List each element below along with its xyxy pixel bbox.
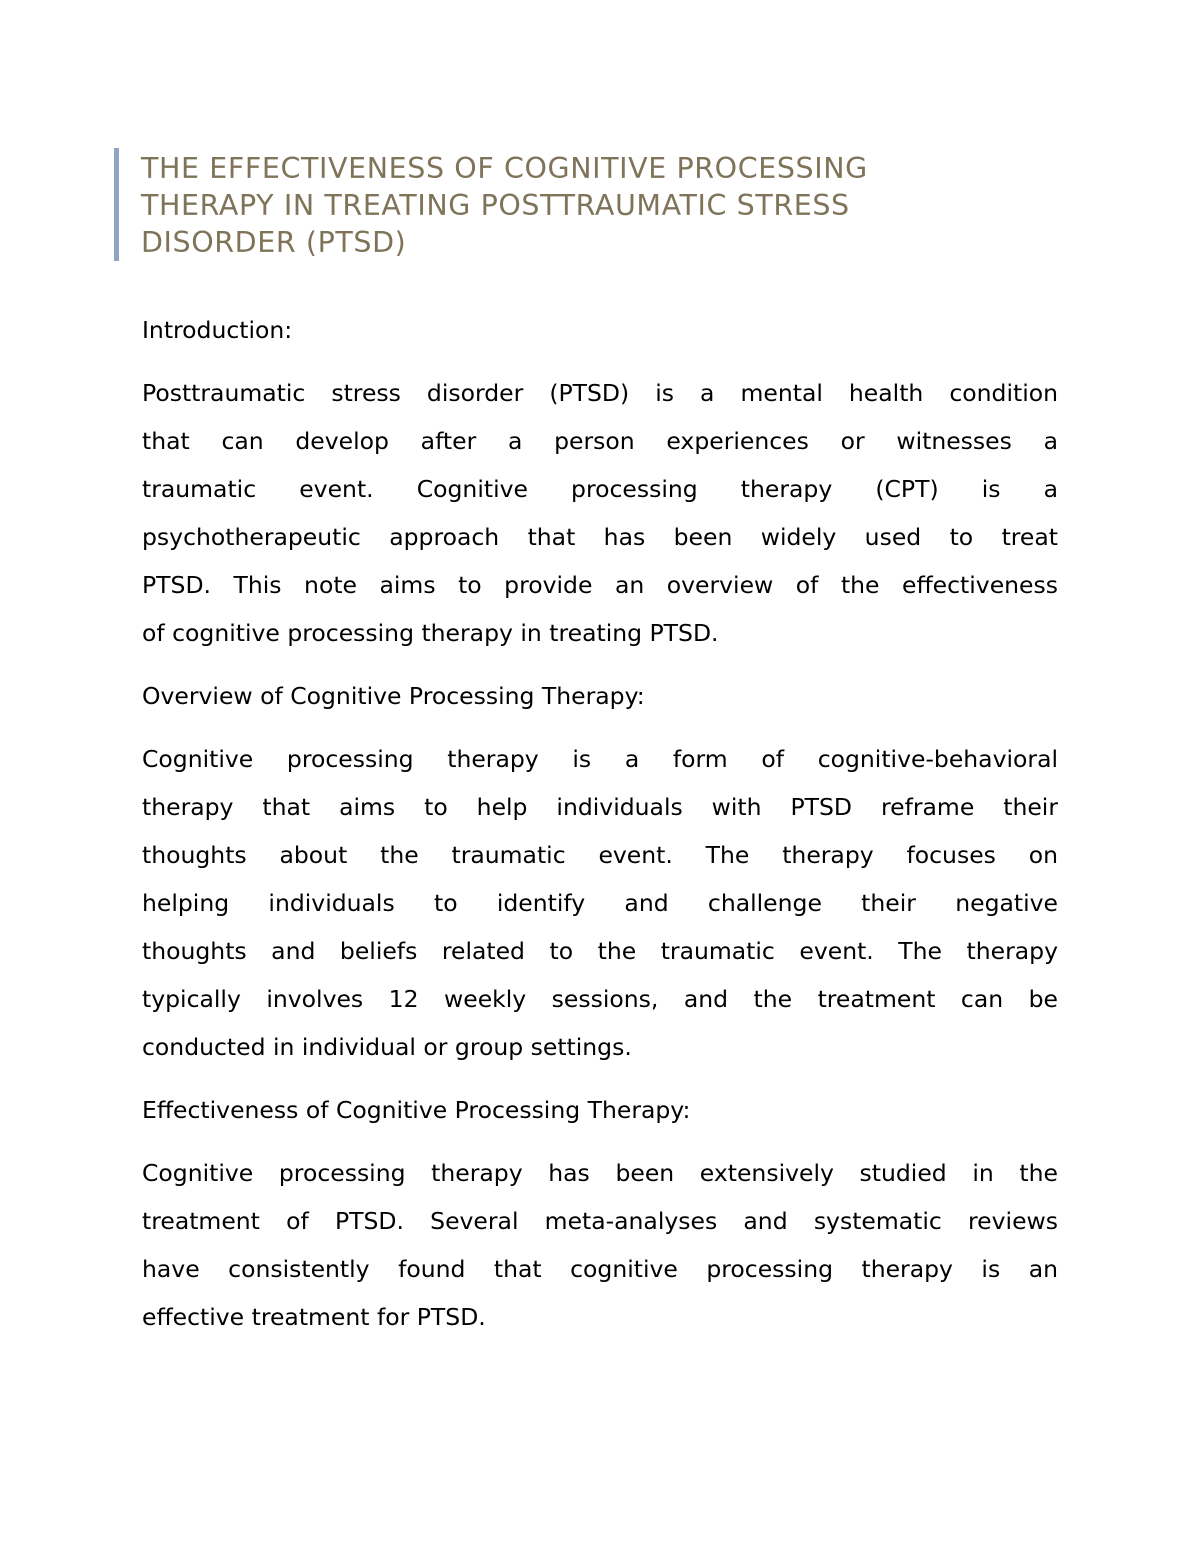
paragraph-line: that can develop after a person experiences or witnesses a <box>142 427 1058 455</box>
title-block <box>114 148 1001 261</box>
paragraph-line: thoughts and beliefs related to the traumatic event. The therapy <box>142 937 1058 965</box>
section-heading: Effectiveness of Cognitive Processing Therapy: <box>142 1096 691 1124</box>
section-paragraph <box>142 1149 1058 1341</box>
paragraph-line: psychotherapeutic approach that has been widely used to treat <box>142 523 1058 551</box>
paragraph-line: Cognitive processing therapy has been extensively studied in the <box>142 1159 1058 1187</box>
section-heading: Introduction: <box>142 316 293 344</box>
paragraph-line: traumatic event. Cognitive processing therapy (CPT) is a <box>142 475 1058 503</box>
paragraph-line: effective treatment for PTSD. <box>142 1303 486 1331</box>
section-paragraph <box>142 369 1058 657</box>
paragraph-line: conducted in individual or group settings. <box>142 1033 632 1061</box>
paragraph-line: treatment of PTSD. Several meta-analyses and systematic reviews <box>142 1207 1058 1235</box>
paragraph-line: typically involves 12 weekly sessions, and the treatment can be <box>142 985 1058 1013</box>
paragraph-line: have consistently found that cognitive processing therapy is an <box>142 1255 1058 1283</box>
paragraph-line: Cognitive processing therapy is a form of cognitive-behavioral <box>142 745 1058 773</box>
paragraph-line: of cognitive processing therapy in treating PTSD. <box>142 619 719 647</box>
title-line: THERAPY IN TREATING POSTTRAUMATIC STRESS <box>141 189 850 222</box>
paragraph-line: PTSD. This note aims to provide an overview of the effectiveness <box>142 571 1058 599</box>
paragraph-line: therapy that aims to help individuals with PTSD reframe their <box>142 793 1058 821</box>
title-line: DISORDER (PTSD) <box>141 226 407 259</box>
section-heading: Overview of Cognitive Processing Therapy: <box>142 682 645 710</box>
paragraph-line: helping individuals to identify and challenge their negative <box>142 889 1058 917</box>
title-line: THE EFFECTIVENESS OF COGNITIVE PROCESSING <box>141 152 868 185</box>
paragraph-line: thoughts about the traumatic event. The therapy focuses on <box>142 841 1058 869</box>
paragraph-line: Posttraumatic stress disorder (PTSD) is a mental health condition <box>142 379 1058 407</box>
document-body <box>142 306 1058 1356</box>
section-paragraph <box>142 735 1058 1071</box>
